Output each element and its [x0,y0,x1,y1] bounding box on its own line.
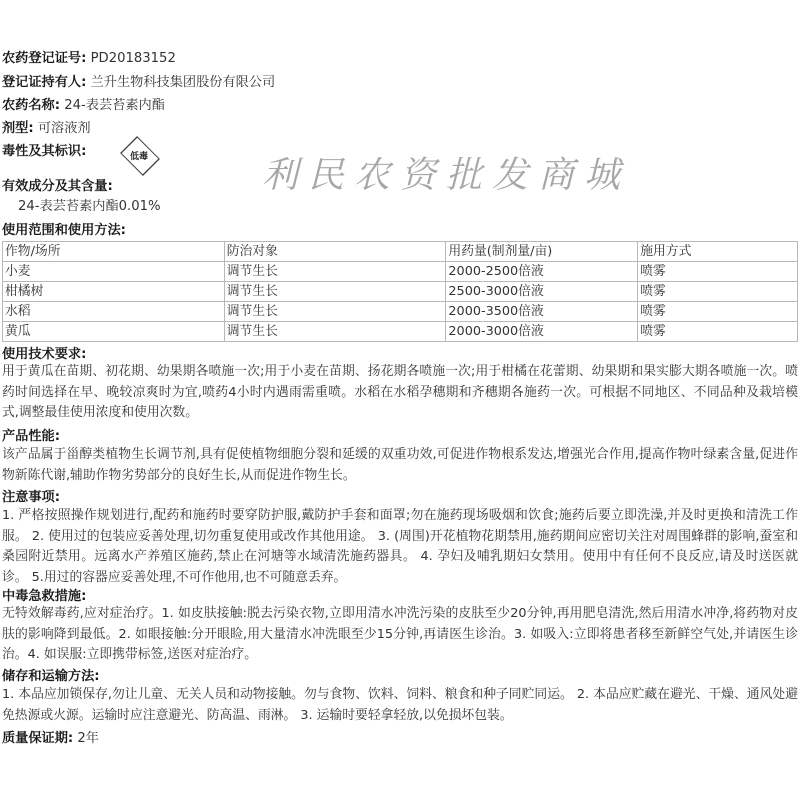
tech-requirements-label: 使用技术要求: [2,347,87,362]
first-aid-text: 无特效解毒药,应对症治疗。1. 如皮肤接触:脱去污染衣物,立即用清水冲洗污染的皮肤至少20分钟,再用肥皂清洗,然后用清水冲净,将药物对皮肤的影响降到最低。2. 如眼接触:分开眼睑,用大量清水冲洗眼至少15分钟,再请医生诊治。3. 如吸入:立即将患者移至新鲜空气处,并请医生诊治。4. 如误服:立即携带标签,送医对症治疗。 [2,606,798,662]
table-row [3,262,798,282]
table-cell: 喷雾 [638,282,798,302]
table-cell: 黄瓜 [3,322,225,342]
table-cell: 2000-2500倍液 [446,262,638,282]
first-aid-label: 中毒急救措施: [2,589,87,604]
table-cell: 2000-3000倍液 [446,322,638,342]
precautions-label: 注意事项: [2,490,61,505]
pesticide-name: 24-表芸苔素内酯 [64,98,165,113]
table-cell: 喷雾 [638,322,798,342]
table-row [3,302,798,322]
table-row [3,282,798,302]
table-row [3,322,798,342]
formulation-value: 可溶液剂 [37,121,91,136]
registration-label: 农药登记证号: [2,51,87,66]
holder-label: 登记证持有人: [2,75,87,90]
warranty-label: 质量保证期: [2,731,74,746]
table-cell: 调节生长 [224,282,446,302]
formulation-line [2,119,91,139]
watermark-text: 利民农资批发商城 [262,155,631,196]
table-cell: 2500-3000倍液 [446,282,638,302]
table-cell: 调节生长 [224,322,446,342]
table-cell: 喷雾 [638,302,798,322]
table-cell: 水稻 [3,302,225,322]
table-cell: 2000-3500倍液 [446,302,638,322]
tech-requirements-text: 用于黄瓜在苗期、初花期、幼果期各喷施一次;用于小麦在苗期、扬花期各喷施一次;用于柑橘在花蕾期、幼果期和果实膨大期各喷施一次。喷药时间选择在早、晚较凉爽时为宜,喷药4小时内遇雨需重喷。水稻在水稻孕穗期和齐穗期各施药一次。可根据不同地区、不同品种及栽培模式,调整最佳使用浓度和使用次数。 [2,364,798,420]
storage-text: 1. 本品应加锁保存,勿让儿童、无关人员和动物接触。勿与食物、饮料、饲料、粮食和种子同贮同运。 2. 本品应贮藏在避光、干燥、通风处避免热源或火源。运输时应注意避光、防高温、雨淋。 3. 运输时要轻拿轻放,以免损坏包装。 [2,687,798,723]
header-cell: 用药量(制剂量/亩) [446,242,638,262]
performance-label: 产品性能: [2,429,61,444]
toxicity-label: 毒性及其标识: [2,144,87,159]
pesticide-name-label: 农药名称: [2,98,61,113]
table-cell: 小麦 [3,262,225,282]
warranty-line [2,729,99,749]
holder-name: 兰升生物科技集团股份有限公司 [90,75,276,90]
table-cell: 调节生长 [224,302,446,322]
header-cell: 防治对象 [224,242,446,262]
storage-label: 储存和运输方法: [2,669,100,684]
low-toxicity-diamond-icon [118,146,158,168]
table-cell: 柑橘树 [3,282,225,302]
toxicity-badge-text: 低毒 [129,152,148,162]
header-cell: 施用方式 [638,242,798,262]
header-cell: 作物/场所 [3,242,225,262]
usage-table [2,241,798,342]
formulation-label: 剂型: [2,121,34,136]
pesticide-name-line [2,96,165,116]
registration-line [2,49,176,69]
registration-number: PD20183152 [90,51,176,66]
table-cell: 喷雾 [638,262,798,282]
performance-text: 该产品属于甾醇类植物生长调节剂,具有促使植物细胞分裂和延缓的双重功效,可促进作物根系发达,增强光合作用,提高作物叶绿素含量,促进作物新陈代谢,辅助作物劣势部分的良好生长,从而促进作物生长。 [2,447,798,483]
usage-table-header [3,242,798,262]
warranty-value: 2年 [77,731,99,746]
toxicity-line [2,142,86,162]
active-ingredient-label: 有效成分及其含量: [2,179,113,194]
active-ingredient-value: 24-表芸苔素内酯0.01% [18,199,161,214]
precautions-text: 1. 严格按照操作规划进行,配药和施药时要穿防护服,戴防护手套和面罩;勿在施药现场吸烟和饮食;施药后要立即洗澡,并及时更换和清洗工作服。 2. 使用过的包装应妥善处理,切勿重复使用或改作其他用途。 3. (周围)开花植物花期禁用,施药期间应密切关注对周围蜂群的影响,蚕室和桑园附近禁用。远离水产养殖区施药,禁止在河塘等水域清洗施药器具。 4. 孕妇及哺乳期妇女禁用。使用中有任何不良反应,请及时送医就诊。 5.用过的容器应妥善处理,不可作他用,也不可随意丢弃。 [2,508,798,585]
table-cell: 调节生长 [224,262,446,282]
holder-line [2,73,275,93]
usage-label: 使用范围和使用方法: [2,223,126,238]
